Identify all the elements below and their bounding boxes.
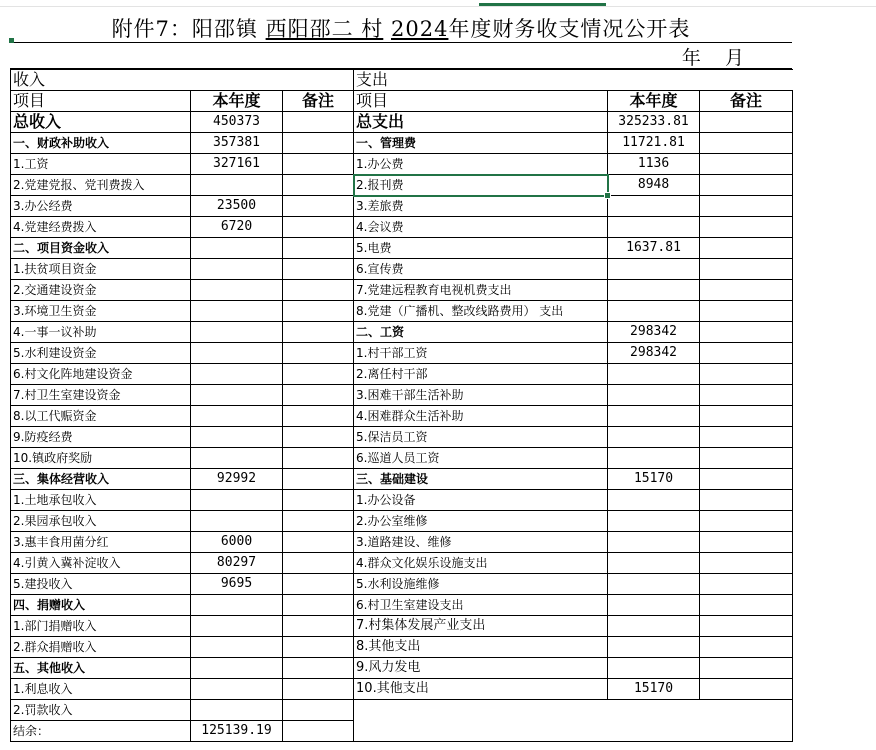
expense-item-cell[interactable]: 2.离任村干部: [354, 364, 608, 385]
table-row: [11, 511, 793, 532]
income-value-cell[interactable]: 327161: [191, 154, 283, 175]
table-row: [11, 259, 793, 280]
table-row: [11, 574, 793, 595]
table-row: [11, 322, 793, 343]
income-value-cell[interactable]: 9695: [191, 574, 283, 595]
expense-item-cell[interactable]: 2.办公室维修: [354, 511, 608, 532]
date-label: 年 月: [681, 47, 744, 69]
income-value-cell[interactable]: 357381: [191, 133, 283, 154]
spreadsheet: [10, 7, 792, 742]
income-value-cell[interactable]: [191, 448, 283, 469]
income-item-cell[interactable]: 4.引黄入冀补淀收入: [11, 553, 191, 574]
income-item-cell[interactable]: 2.交通建设资金: [11, 280, 191, 301]
expense-value-cell[interactable]: [608, 553, 700, 574]
income-item-cell[interactable]: 四、捐赠收入: [11, 595, 191, 616]
income-item-cell[interactable]: 2.果园承包收入: [11, 511, 191, 532]
income-header[interactable]: 收入: [11, 70, 354, 91]
expense-note-header[interactable]: 备注: [700, 91, 793, 112]
expense-note-cell[interactable]: [700, 343, 793, 364]
expense-value-cell[interactable]: [608, 658, 700, 679]
title-suffix: 年度财务收支情况公开表: [448, 17, 691, 41]
income-value-cell[interactable]: [191, 238, 283, 259]
income-item-cell[interactable]: 6.村文化阵地建设资金: [11, 364, 191, 385]
income-value-cell[interactable]: [191, 616, 283, 637]
expense-value-cell[interactable]: [608, 217, 700, 238]
expense-note-cell[interactable]: [700, 280, 793, 301]
expense-note-cell[interactable]: [700, 637, 793, 658]
income-note-header[interactable]: 备注: [283, 91, 354, 112]
table-row: [11, 196, 793, 217]
income-item-cell[interactable]: 1.工资: [11, 154, 191, 175]
expense-note-cell[interactable]: [700, 175, 793, 196]
income-note-cell[interactable]: [283, 280, 354, 301]
income-item-cell[interactable]: 3.办公经费: [11, 196, 191, 217]
expense-note-cell[interactable]: [700, 658, 793, 679]
finance-table: [10, 69, 793, 742]
expense-item-cell[interactable]: 4.困难群众生活补助: [354, 406, 608, 427]
column-header-row: [11, 91, 793, 112]
table-row: [11, 385, 793, 406]
income-value-cell[interactable]: [191, 406, 283, 427]
table-row: [11, 238, 793, 259]
income-value-cell[interactable]: 450373: [191, 112, 283, 133]
expense-note-cell[interactable]: [700, 700, 793, 721]
expense-value-cell[interactable]: [608, 595, 700, 616]
expense-note-cell[interactable]: [700, 721, 793, 742]
expense-value-cell[interactable]: [608, 700, 700, 721]
expense-note-cell[interactable]: [700, 574, 793, 595]
expense-note-cell[interactable]: [700, 154, 793, 175]
income-note-cell[interactable]: [283, 595, 354, 616]
expense-item-cell[interactable]: [354, 721, 608, 742]
table-row: [11, 637, 793, 658]
table-row: [11, 616, 793, 637]
expense-note-cell[interactable]: [700, 238, 793, 259]
expense-item-header[interactable]: 项目: [354, 91, 608, 112]
table-row: [11, 427, 793, 448]
expense-item-cell[interactable]: 7.党建远程教育电视机费支出: [354, 280, 608, 301]
expense-value-cell[interactable]: [608, 385, 700, 406]
expense-item-cell[interactable]: 5.电费: [354, 238, 608, 259]
expense-item-cell[interactable]: 4.群众文化娱乐设施支出: [354, 553, 608, 574]
expense-note-cell[interactable]: [700, 532, 793, 553]
expense-item-cell[interactable]: 一、管理费: [354, 133, 608, 154]
income-note-cell[interactable]: [283, 301, 354, 322]
income-value-cell[interactable]: [191, 700, 283, 721]
table-row: [11, 154, 793, 175]
income-note-cell[interactable]: [283, 679, 354, 700]
income-item-cell[interactable]: 结余：: [11, 721, 191, 742]
income-note-cell[interactable]: [283, 616, 354, 637]
expense-note-cell[interactable]: [700, 217, 793, 238]
income-note-cell[interactable]: [283, 385, 354, 406]
expense-value-cell[interactable]: 298342: [608, 343, 700, 364]
income-note-cell[interactable]: [283, 322, 354, 343]
expense-note-cell[interactable]: [700, 448, 793, 469]
income-item-cell[interactable]: 一、财政补助收入: [11, 133, 191, 154]
expense-item-cell[interactable]: 三、基础建设: [354, 469, 608, 490]
expense-value-cell[interactable]: [608, 427, 700, 448]
income-value-cell[interactable]: 125139.19: [191, 721, 283, 742]
expense-item-cell[interactable]: 7.村集体发展产业支出: [354, 616, 608, 637]
income-item-cell[interactable]: 2.罚款收入: [11, 700, 191, 721]
income-value-cell[interactable]: [191, 364, 283, 385]
table-row: [11, 532, 793, 553]
expense-item-cell[interactable]: 6.宣传费: [354, 259, 608, 280]
income-note-cell[interactable]: [283, 238, 354, 259]
income-note-cell[interactable]: [283, 406, 354, 427]
title-row[interactable]: [10, 7, 792, 43]
income-value-cell[interactable]: [191, 259, 283, 280]
table-row: [11, 721, 793, 742]
income-item-cell[interactable]: 4.党建经费拨入: [11, 217, 191, 238]
income-note-cell[interactable]: [283, 154, 354, 175]
income-note-cell[interactable]: [283, 553, 354, 574]
expense-value-cell[interactable]: [608, 196, 700, 217]
expense-value-cell[interactable]: [608, 448, 700, 469]
table-row: [11, 217, 793, 238]
expense-value-cell[interactable]: 8948: [608, 175, 700, 196]
income-note-cell[interactable]: [283, 469, 354, 490]
income-note-cell[interactable]: [283, 259, 354, 280]
expense-value-cell[interactable]: [608, 406, 700, 427]
expense-value-cell[interactable]: [608, 511, 700, 532]
income-value-cell[interactable]: [191, 427, 283, 448]
table-row: [11, 343, 793, 364]
income-year-header[interactable]: 本年度: [191, 91, 283, 112]
table-row: [11, 700, 793, 721]
table-row: [11, 133, 793, 154]
income-note-cell[interactable]: [283, 490, 354, 511]
expense-note-cell[interactable]: [700, 259, 793, 280]
table-row: [11, 364, 793, 385]
income-item-cell[interactable]: 1.土地承包收入: [11, 490, 191, 511]
table-row: [11, 112, 793, 133]
income-item-cell[interactable]: 10.镇政府奖励: [11, 448, 191, 469]
expense-value-cell[interactable]: [608, 532, 700, 553]
expense-note-cell[interactable]: [700, 469, 793, 490]
income-note-cell[interactable]: [283, 343, 354, 364]
income-value-cell[interactable]: [191, 658, 283, 679]
page-title: [10, 13, 792, 43]
expense-value-cell[interactable]: [608, 637, 700, 658]
expense-item-cell[interactable]: 3.差旅费: [354, 196, 608, 217]
expense-value-cell[interactable]: 11721.81: [608, 133, 700, 154]
income-value-cell[interactable]: [191, 343, 283, 364]
income-note-cell[interactable]: [283, 133, 354, 154]
income-note-cell[interactable]: [283, 658, 354, 679]
income-item-cell[interactable]: 5.水利建设资金: [11, 343, 191, 364]
expense-note-cell[interactable]: [700, 112, 793, 133]
income-note-cell[interactable]: [283, 217, 354, 238]
income-value-cell[interactable]: 6720: [191, 217, 283, 238]
expense-note-cell[interactable]: [700, 679, 793, 700]
expense-header[interactable]: 支出: [354, 70, 793, 91]
expense-note-cell[interactable]: [700, 385, 793, 406]
income-value-cell[interactable]: [191, 490, 283, 511]
income-note-cell[interactable]: [283, 532, 354, 553]
income-note-cell[interactable]: [283, 112, 354, 133]
expense-note-cell[interactable]: [700, 511, 793, 532]
expense-item-cell[interactable]: [354, 700, 608, 721]
expense-note-cell[interactable]: [700, 490, 793, 511]
expense-value-cell[interactable]: [608, 301, 700, 322]
income-item-cell[interactable]: 1.扶贫项目资金: [11, 259, 191, 280]
table-row: [11, 595, 793, 616]
income-item-cell[interactable]: 7.村卫生室建设资金: [11, 385, 191, 406]
expense-item-cell[interactable]: 3.困难干部生活补助: [354, 385, 608, 406]
date-row[interactable]: [10, 43, 792, 69]
income-item-cell[interactable]: 五、其他收入: [11, 658, 191, 679]
expense-item-cell[interactable]: 9.风力发电: [354, 658, 608, 679]
expense-note-cell[interactable]: [700, 322, 793, 343]
income-note-cell[interactable]: [283, 448, 354, 469]
expense-note-cell[interactable]: [700, 553, 793, 574]
expense-note-cell[interactable]: [700, 406, 793, 427]
table-row: [11, 175, 793, 196]
income-value-cell[interactable]: [191, 301, 283, 322]
income-item-cell[interactable]: 8.以工代赈资金: [11, 406, 191, 427]
title-year: 2024: [390, 17, 449, 41]
expense-value-cell[interactable]: [608, 280, 700, 301]
title-village: 西阳邵二 村: [265, 17, 384, 41]
table-row: [11, 301, 793, 322]
income-value-cell[interactable]: [191, 595, 283, 616]
expense-value-cell[interactable]: 15170: [608, 469, 700, 490]
table-row: [11, 553, 793, 574]
income-value-cell[interactable]: [191, 385, 283, 406]
income-value-cell[interactable]: 6000: [191, 532, 283, 553]
table-row: [11, 448, 793, 469]
income-item-cell[interactable]: 5.建投收入: [11, 574, 191, 595]
income-item-cell[interactable]: 9.防疫经费: [11, 427, 191, 448]
income-note-cell[interactable]: [283, 364, 354, 385]
expense-note-cell[interactable]: [700, 196, 793, 217]
income-item-cell[interactable]: 总收入: [11, 112, 191, 133]
expense-note-cell[interactable]: [700, 427, 793, 448]
expense-value-cell[interactable]: [608, 259, 700, 280]
expense-value-cell[interactable]: 1637.81: [608, 238, 700, 259]
expense-item-cell[interactable]: 二、工资: [354, 322, 608, 343]
income-value-cell[interactable]: [191, 322, 283, 343]
table-row: [11, 658, 793, 679]
expense-item-cell[interactable]: 总支出: [354, 112, 608, 133]
income-item-header[interactable]: 项目: [11, 91, 191, 112]
income-note-cell[interactable]: [283, 427, 354, 448]
income-value-cell[interactable]: [191, 175, 283, 196]
table-row: [11, 679, 793, 700]
table-row: [11, 406, 793, 427]
expense-value-cell[interactable]: 15170: [608, 679, 700, 700]
expense-note-cell[interactable]: [700, 301, 793, 322]
expense-item-cell[interactable]: 8.其他支出: [354, 637, 608, 658]
income-item-cell[interactable]: 二、项目资金收入: [11, 238, 191, 259]
table-row: [11, 490, 793, 511]
income-note-cell[interactable]: [283, 574, 354, 595]
income-item-cell[interactable]: 4.一事一议补助: [11, 322, 191, 343]
expense-year-header[interactable]: 本年度: [608, 91, 700, 112]
expense-item-cell[interactable]: 1.办公设备: [354, 490, 608, 511]
expense-note-cell[interactable]: [700, 595, 793, 616]
expense-item-cell[interactable]: 3.道路建设、维修: [354, 532, 608, 553]
income-note-cell[interactable]: [283, 637, 354, 658]
income-item-cell[interactable]: 3.环境卫生资金: [11, 301, 191, 322]
income-note-cell[interactable]: [283, 196, 354, 217]
income-value-cell[interactable]: 92992: [191, 469, 283, 490]
income-item-cell[interactable]: 1.部门捐赠收入: [11, 616, 191, 637]
expense-item-cell[interactable]: 5.水利设施维修: [354, 574, 608, 595]
income-note-cell[interactable]: [283, 511, 354, 532]
expense-value-cell[interactable]: [608, 574, 700, 595]
expense-item-cell[interactable]: 2.报刊费: [354, 175, 608, 196]
expense-item-cell[interactable]: 8.党建（广播机、整改线路费用） 支出: [354, 301, 608, 322]
income-item-cell[interactable]: 2.党建党报、党刊费拨入: [11, 175, 191, 196]
section-header-row: [11, 70, 793, 91]
income-value-cell[interactable]: [191, 679, 283, 700]
expense-item-cell[interactable]: 1.办公费: [354, 154, 608, 175]
income-note-cell[interactable]: [283, 175, 354, 196]
income-value-cell[interactable]: [191, 511, 283, 532]
expense-value-cell[interactable]: 298342: [608, 322, 700, 343]
expense-note-cell[interactable]: [700, 616, 793, 637]
title-prefix: 附件7：阳邵镇: [111, 17, 266, 41]
income-item-cell[interactable]: 三、集体经营收入: [11, 469, 191, 490]
income-note-cell[interactable]: [283, 721, 354, 742]
income-value-cell[interactable]: 80297: [191, 553, 283, 574]
expense-note-cell[interactable]: [700, 364, 793, 385]
expense-item-cell[interactable]: 6.巡道人员工资: [354, 448, 608, 469]
expense-value-cell[interactable]: [608, 721, 700, 742]
expense-value-cell[interactable]: 1136: [608, 154, 700, 175]
table-row: [11, 280, 793, 301]
selected-column-indicator: [479, 3, 606, 6]
income-value-cell[interactable]: [191, 637, 283, 658]
expense-note-cell[interactable]: [700, 133, 793, 154]
income-value-cell[interactable]: [191, 280, 283, 301]
income-item-cell[interactable]: 2.群众捐赠收入: [11, 637, 191, 658]
expense-value-cell[interactable]: [608, 364, 700, 385]
table-row: [11, 469, 793, 490]
income-item-cell[interactable]: 3.惠丰食用菌分红: [11, 532, 191, 553]
income-note-cell[interactable]: [283, 700, 354, 721]
expense-item-cell[interactable]: 4.会议费: [354, 217, 608, 238]
expense-item-cell[interactable]: 1.村干部工资: [354, 343, 608, 364]
income-item-cell[interactable]: 1.利息收入: [11, 679, 191, 700]
expense-item-cell[interactable]: 5.保洁员工资: [354, 427, 608, 448]
expense-value-cell[interactable]: [608, 616, 700, 637]
expense-value-cell[interactable]: [608, 490, 700, 511]
expense-value-cell[interactable]: 325233.81: [608, 112, 700, 133]
expense-item-cell[interactable]: 10.其他支出: [354, 679, 608, 700]
income-value-cell[interactable]: 23500: [191, 196, 283, 217]
expense-item-cell[interactable]: 6.村卫生室建设支出: [354, 595, 608, 616]
column-header-strip: [0, 0, 876, 7]
